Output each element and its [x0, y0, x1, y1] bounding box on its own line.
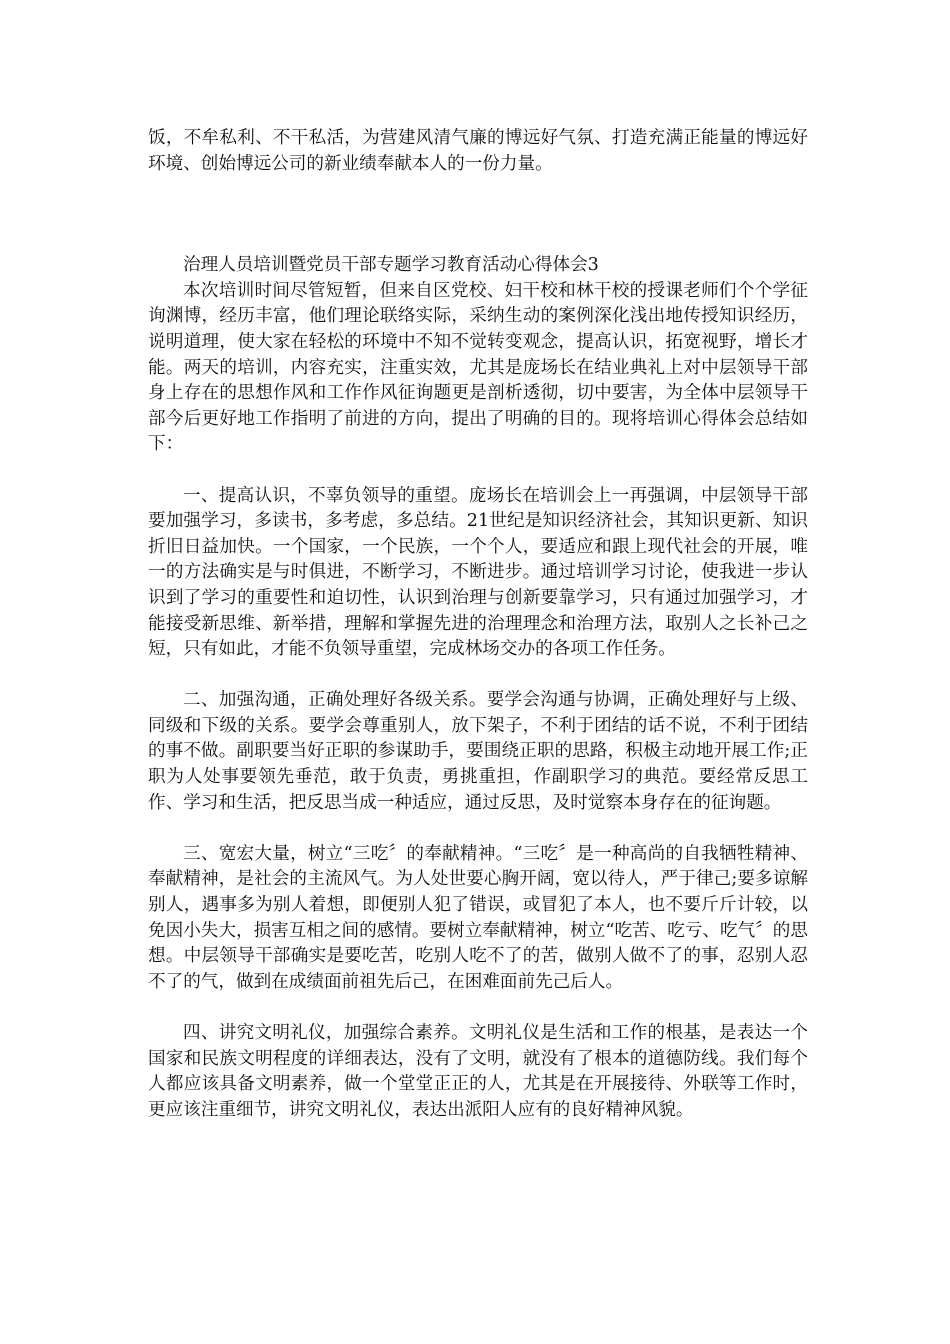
body-paragraph-intro: 本次培训时间尽管短暂，但来自区党校、妇干校和林干校的授课老师们个个学征询渊博，经历丰富，他们理论联络实际，采纳生动的案例深化浅出地传授知识经历，说明道理，使大家在轻松的环境中不知不觉转变观念，提高认识，拓宽视野，增长才能。两天的培训，内容充实，注重实效，尤其是庞场长在结业典礼上对中层领导干部身上存在的思想作风和工作作风征询题更是剖析透彻，切中要害，为全体中层领导干部今后更好地工作指明了前进的方向，提出了明确的目的。现将培训心得体会总结如下：	[148, 280, 808, 455]
body-paragraph-1: 一、提高认识，不辜负领导的重望。庞场长在培训会上一再强调，中层领导干部要加强学习，多读书，多考虑，多总结。21世纪是知识经济社会，其知识更新、知识折旧日益加快。一个国家，一个民族，一个个人，要适应和跟上现代社会的开展，唯一的方法确实是与时俱进，不断学习，不断进步。通过培训学习讨论，使我进一步认识到了学习的重要性和迫切性，认识到治理与创新要靠学习，只有通过加强学习，才能接受新思维、新举措，理解和掌握先进的治理理念和治理方法，取别人之长补己之短，只有如此，才能不负领导重望，完成林场交办的各项工作任务。	[148, 485, 808, 660]
section-spacer	[148, 177, 808, 253]
continuation-paragraph: 饭，不牟私利、不干私活，为营建风清气廉的博远好气氛、打造充满正能量的博远好环境、创始博远公司的新业绩奉献本人的一份力量。	[148, 128, 808, 174]
paragraph-spacer	[148, 663, 808, 689]
paragraph-spacer	[148, 995, 808, 1021]
section-title: 治理人员培训暨党员干部专题学习教育活动心得体会3	[183, 255, 599, 276]
document-page	[148, 126, 808, 1123]
body-paragraph-3: 三、宽宏大量，树立“三吃〞的奉献精神。“三吃〞是一种高尚的自我牺牲精神、奉献精神，是社会的主流风气。为人处世要心胸开阔，宽以待人，严于律己;要多谅解别人，遇事多为别人着想，即便别人犯了错误，或冒犯了本人，也不要斤斤计较，以免因小失大，损害互相之间的感情。要树立奉献精神，树立“吃苦、吃亏、吃气〞的思想。中层领导干部确实是要吃苦，吃别人吃不了的苦，做别人做不了的事，忍别人忍不了的气，做到在成绩面前祖先后己，在困难面前先己后人。	[148, 843, 808, 992]
paragraph-spacer	[148, 816, 808, 842]
paragraph-spacer	[148, 458, 808, 484]
body-paragraph-2: 二、加强沟通，正确处理好各级关系。要学会沟通与协调，正确处理好与上级、同级和下级的关系。要学会尊重别人，放下架子，不利于团结的话不说，不利于团结的事不做。副职要当好正职的参谋助手，要围绕正职的思路，积极主动地开展工作;正职为人处事要领先垂范，敢于负责，勇挑重担，作副职学习的典范。要经常反思工作、学习和生活，把反思当成一种适应，通过反思，及时觉察本身存在的征询题。	[148, 690, 808, 813]
body-paragraph-4: 四、讲究文明礼仪，加强综合素养。文明礼仪是生活和工作的根基，是表达一个国家和民族文明程度的详细表达，没有了文明，就没有了根本的道德防线。我们每个人都应该具备文明素养，做一个堂堂正正的人，尤其是在开展接待、外联等工作时，更应该注重细节，讲究文明礼仪，表达出派阳人应有的良好精神风貌。	[148, 1023, 808, 1120]
